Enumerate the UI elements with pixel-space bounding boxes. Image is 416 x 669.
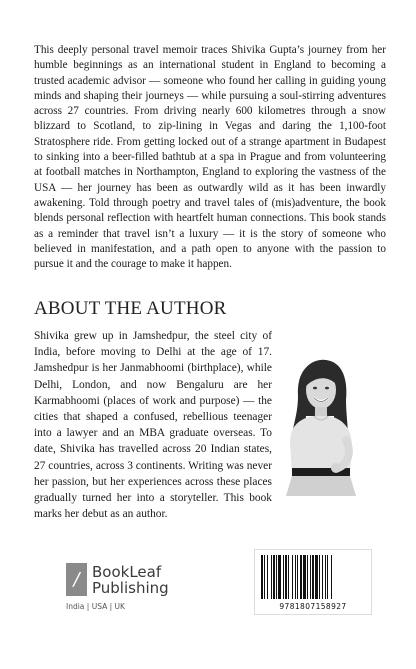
author-bio: Shivika grew up in Jamshedpur, the steel city of India, before moving to Delhi at the age of 17. Jamshedpur is her Janmabhoomi (birthplace), while Delhi, London, and now Bengaluru are her Karmabhoomi (places of work and purpose) — the cities that shaped a confused, rebellious teenager into a lawyer and an MBA graduate overseas. To date, Shivika has travelled across 20 Indian states, 27 countries, across 3 continents. Writing was never her passion, but her experiences across these places gradually turned her into a storyteller. This book marks her debut as an author. <box>34 330 272 521</box>
publisher-name-line2: Publishing <box>92 578 169 597</box>
publisher-logo <box>66 563 169 596</box>
bookleaf-mark-icon: / <box>66 563 87 596</box>
about-author-heading: ABOUT THE AUTHOR <box>34 298 227 319</box>
isbn-number: 9781807158927 <box>279 602 347 611</box>
publisher-name-line1: BookLeaf <box>92 562 162 581</box>
author-photo <box>276 356 362 496</box>
isbn-barcode <box>254 549 372 615</box>
barcode-bars-icon <box>259 555 367 601</box>
back-cover-blurb: This deeply personal travel memoir traces Shivika Gupta’s journey from her humble beginnings as an international student in England to becoming a trusted academic advisor — someone who found her calling in guiding young minds and shaping their journeys — while pursuing a soul-stirring adventures across 27 countries. From driving nearly 600 kilometres through a snow blizzard to Scotland, to zip-lining in Vegas and daring the 1,100-foot Stratosphere ride. From getting locked out of a strange apartment in Budapest to sinking into a beer-filled bathtub at a spa in Prague and from volunteering at football matches in Northampton, England to exploring the vastness of the USA — her journey has been as outwardly wild as it has been inwardly awakening. Told through poetry and travel tales of (mis)adventure, the book blends personal reflection with heartfelt human connections. This book stands as a reminder that travel isn’t a luxury — it is the story of someone who believed in manifestation, and a path open to anyone with the passion to pursue it and the courage to make it happen. <box>34 44 386 271</box>
publisher-regions: India | USA | UK <box>66 602 125 611</box>
